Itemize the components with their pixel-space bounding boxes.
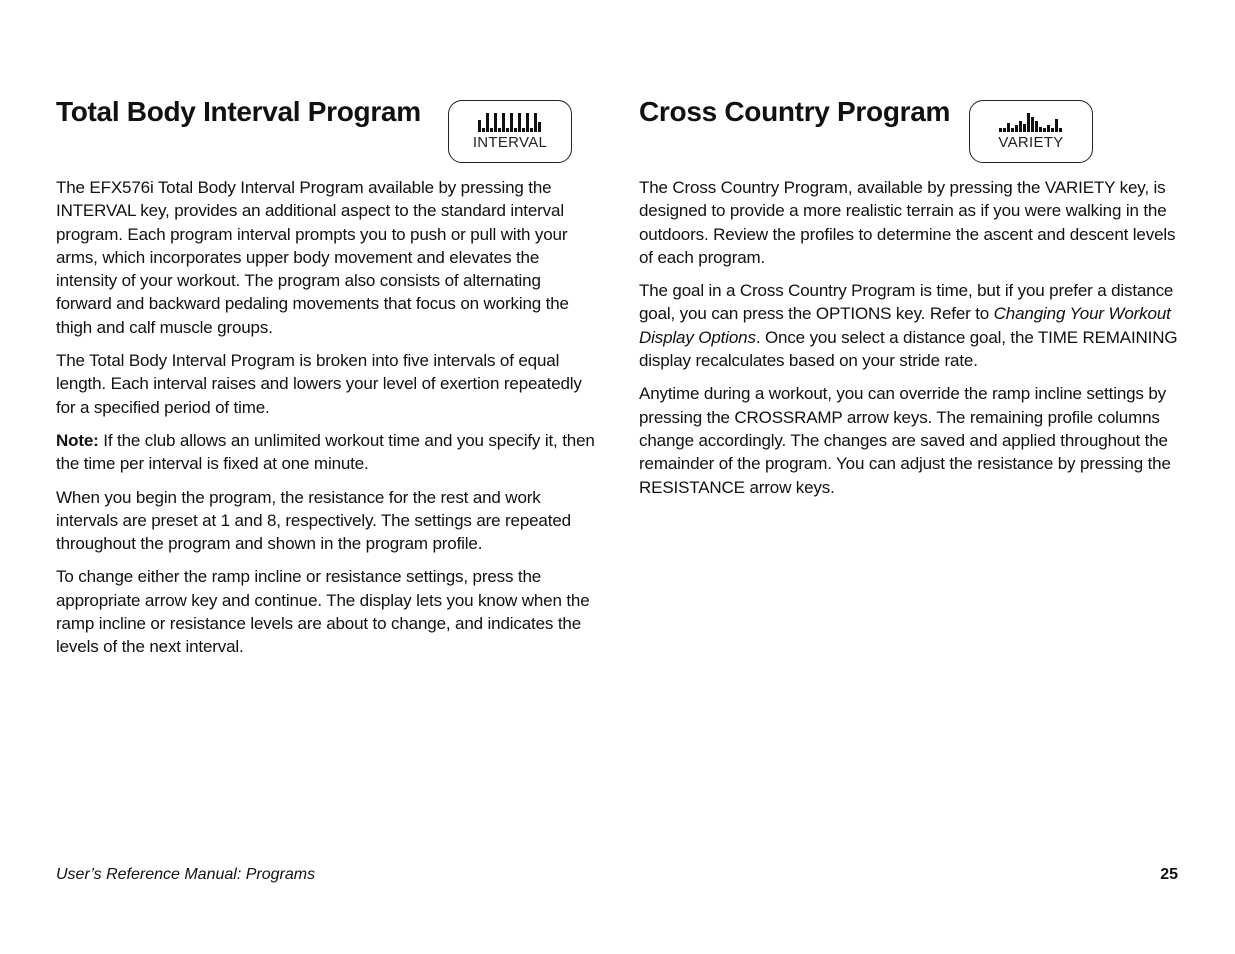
right-column (639, 92, 1179, 509)
note-label: Note: (56, 430, 99, 450)
cc-p2-text-b: . Once you select a distance goal, the TIME REMAINING display recalculates based on your stride rate. (639, 327, 1178, 371)
interval-note-paragraph (56, 429, 596, 476)
right-heading-row (639, 92, 1179, 176)
cross-country-paragraph-3: Anytime during a workout, you can override the ramp incline settings by pressing the CROSSRAMP arrow keys. The remaining profile columns change accordingly. The changes are saved and applied throughout the remainder of the program. You can adjust the resistance by pressing the RESISTANCE arrow keys. (639, 384, 1171, 497)
left-heading-row (56, 92, 596, 176)
interval-bars-icon (475, 110, 545, 134)
variety-key-badge (969, 100, 1093, 163)
left-column (56, 92, 596, 669)
variety-bars-icon (996, 110, 1066, 134)
footer-manual-title: User’s Reference Manual: Programs (56, 866, 316, 883)
interval-key-label: INTERVAL (472, 134, 548, 151)
note-text: If the club allows an unlimited workout time and you specify it, then the time per interval is fixed at one minute. (56, 430, 595, 474)
interval-key-badge (448, 100, 572, 163)
section-title-interval: Total Body Interval Program (56, 96, 421, 127)
cc-p2-reference: Changing Your Workout Display Options (639, 304, 1171, 347)
section-title-cross-country: Cross Country Program (639, 96, 951, 127)
variety-key-label: VARIETY (998, 134, 1064, 151)
cc-p2-text-a: The goal in a Cross Country Program is time, but if you prefer a distance goal, you can press the OPTIONS key. Refer to (639, 281, 1174, 324)
interval-paragraph-1: The EFX576i Total Body Interval Program available by pressing the INTERVAL key, provides an additional aspect to the standard interval program. Each program interval prompts you to push or pull with your arms, which incorporates upper body movement and elevates the intensity of your workout. The program also consists of alternating forward and backward pedaling movements that focus on working the thigh and calf muscle groups. (56, 178, 569, 337)
interval-paragraph-2: The Total Body Interval Program is broken into five intervals of equal length. Each interval raises and lowers your level of exertion repeatedly for a specified period of time. (56, 351, 582, 417)
interval-paragraph-4: When you begin the program, the resistance for the rest and work intervals are preset at 1 and 8, respectively. The settings are repeated throughout the program and shown in the program profile. (56, 487, 571, 554)
footer-page-number: 25 (1160, 866, 1178, 883)
cross-country-paragraph-1: The Cross Country Program, available by pressing the VARIETY key, is designed to provide a more realistic terrain as if you were walking in the outdoors. Review the profiles to determine the ascent and descent levels of each program. (639, 178, 1176, 267)
interval-paragraph-5: To change either the ramp incline or resistance settings, press the appropriate arrow key and continue. The display lets you know when the ramp incline or resistance levels are about to change, and indicates the levels of the next interval. (56, 567, 590, 657)
cross-country-paragraph-2 (639, 279, 1179, 372)
